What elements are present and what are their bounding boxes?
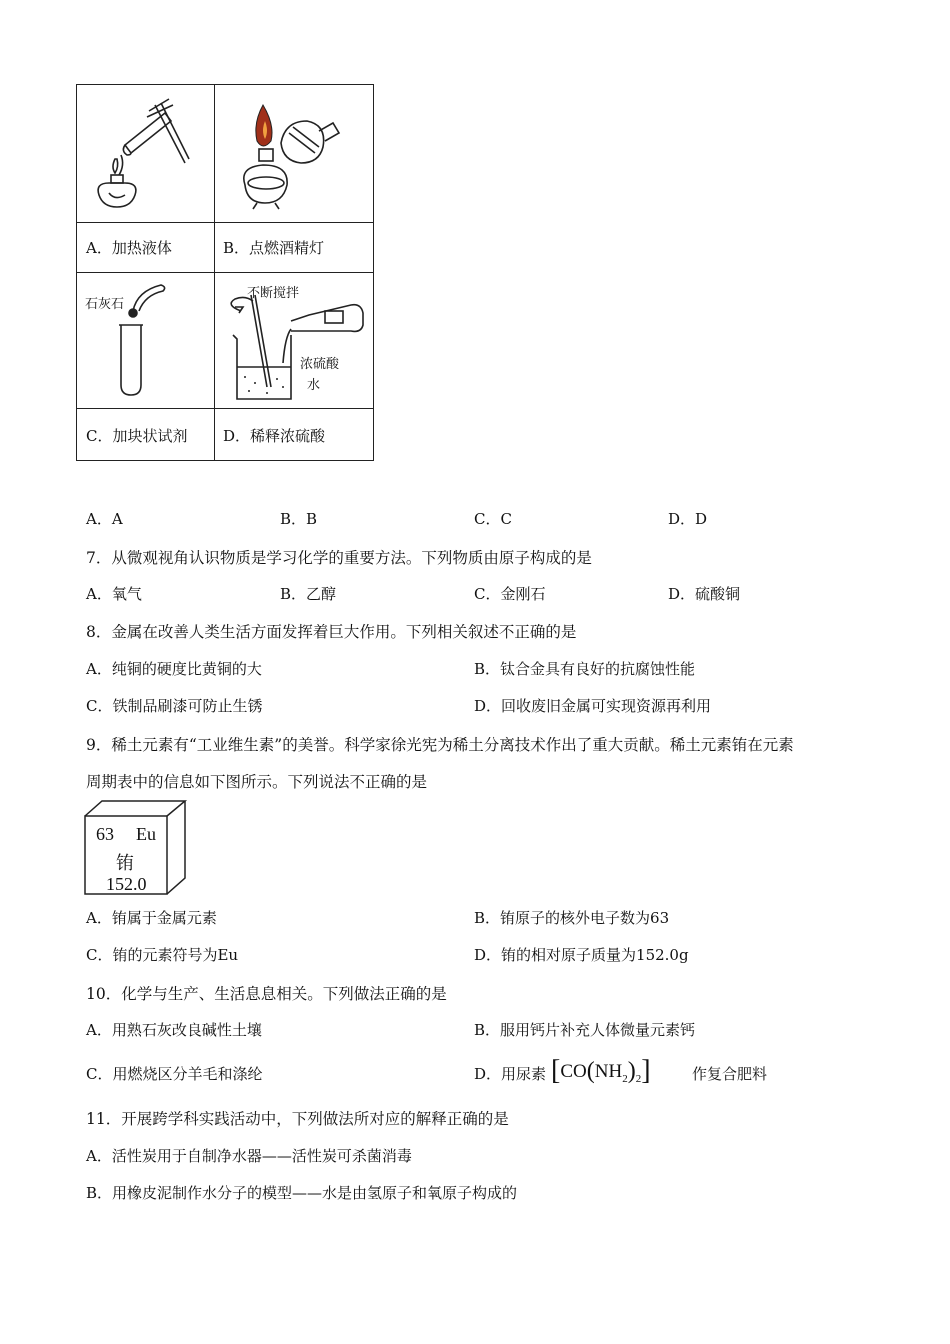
q9-option-b: B．铕原子的核外电子数为63 <box>474 909 670 927</box>
cell-b-label: B．点燃酒精灯 <box>223 239 325 257</box>
cell-d-label: D．稀释浓硫酸 <box>223 427 326 445</box>
table-divider <box>77 408 373 409</box>
water-annotation: 水 <box>307 378 321 393</box>
q9-stem-line2: 周期表中的信息如下图所示。下列说法不正确的是 <box>86 773 428 791</box>
diluting-acid-illustration <box>221 291 373 405</box>
q7-stem: 7．从微观视角认识物质是学习化学的重要方法。下列物质由原子构成的是 <box>86 549 592 567</box>
q10-stem: 10．化学与生产、生活息息相关。下列做法正确的是 <box>86 985 447 1003</box>
limestone-annotation: 石灰石 <box>85 297 125 312</box>
q6-option-b: B．B <box>280 510 318 528</box>
q10-option-d-prefix: D．用尿素 <box>474 1065 547 1083</box>
q6-option-a: A．A <box>86 510 123 528</box>
q10-option-d-suffix: 作复合肥料 <box>692 1065 768 1083</box>
cell-a-label: A．加热液体 <box>86 239 172 257</box>
q7-option-c: C．金刚石 <box>474 585 546 603</box>
q8-stem: 8．金属在改善人类生活方面发挥着巨大作用。下列相关叙述不正确的是 <box>86 623 577 641</box>
lighting-alcohol-lamp-illustration <box>223 93 367 215</box>
table-divider <box>77 272 373 273</box>
formula-nh: NH <box>594 1061 623 1082</box>
apparatus-figure-table <box>76 84 374 461</box>
acid-annotation: 浓硫酸 <box>300 357 340 372</box>
q8-option-b: B．钛合金具有良好的抗腐蚀性能 <box>474 660 696 678</box>
q7-option-b: B．乙醇 <box>280 585 337 603</box>
q9-stem-line1: 9．稀土元素有“工业维生素”的美誉。科学家徐光宪为稀土分离技术作出了重大贡献。稀土元素铕在元素 <box>86 736 794 754</box>
q6-option-d: D．D <box>668 510 708 528</box>
q8-option-c: C．铁制品刷漆可防止生锈 <box>86 697 263 715</box>
table-divider <box>77 222 373 223</box>
q9-option-d: D．铕的相对原子质量为152.0g <box>474 946 689 964</box>
stir-annotation: 不断搅拌 <box>247 286 300 301</box>
q10-option-b: B．服用钙片补充人体微量元素钙 <box>474 1021 696 1039</box>
q7-option-d: D．硫酸铜 <box>668 585 741 603</box>
formula-sub-2a: 2 <box>622 1072 628 1085</box>
atomic-mass: 152.0 <box>106 874 147 894</box>
atomic-number: 63 <box>96 824 114 844</box>
q8-option-d: D．回收废旧金属可实现资源再利用 <box>474 697 712 715</box>
q11-option-a: A．活性炭用于自制净水器——活性炭可杀菌消毒 <box>86 1147 412 1165</box>
urea-formula: $[CO(NH_2)_2]$ <box>551 1055 651 1086</box>
q8-option-a: A．纯铜的硬度比黄铜的大 <box>86 660 262 678</box>
formula-sub-2b: 2 <box>635 1072 642 1085</box>
element-name: 铕 <box>116 853 134 873</box>
heating-liquid-illustration <box>85 93 205 215</box>
element-card <box>84 800 188 896</box>
q7-option-a: A．氧气 <box>86 585 142 603</box>
formula-co: CO <box>560 1061 587 1082</box>
element-symbol: Eu <box>136 824 156 844</box>
q11-option-b: B．用橡皮泥制作水分子的模型——水是由氢原子和氧原子构成的 <box>86 1184 518 1202</box>
q9-option-a: A．铕属于金属元素 <box>86 909 217 927</box>
q10-option-a: A．用熟石灰改良碱性土壤 <box>86 1021 262 1039</box>
q9-option-c: C．铕的元素符号为Eu <box>86 946 239 964</box>
q11-stem: 11．开展跨学科实践活动中，下列做法所对应的解释正确的是 <box>86 1110 509 1128</box>
q6-option-c: C．C <box>474 510 512 528</box>
q10-option-c: C．用燃烧区分羊毛和涤纶 <box>86 1065 263 1083</box>
adding-solid-illustration <box>107 281 207 403</box>
cell-c-label: C．加块状试剂 <box>86 427 188 445</box>
